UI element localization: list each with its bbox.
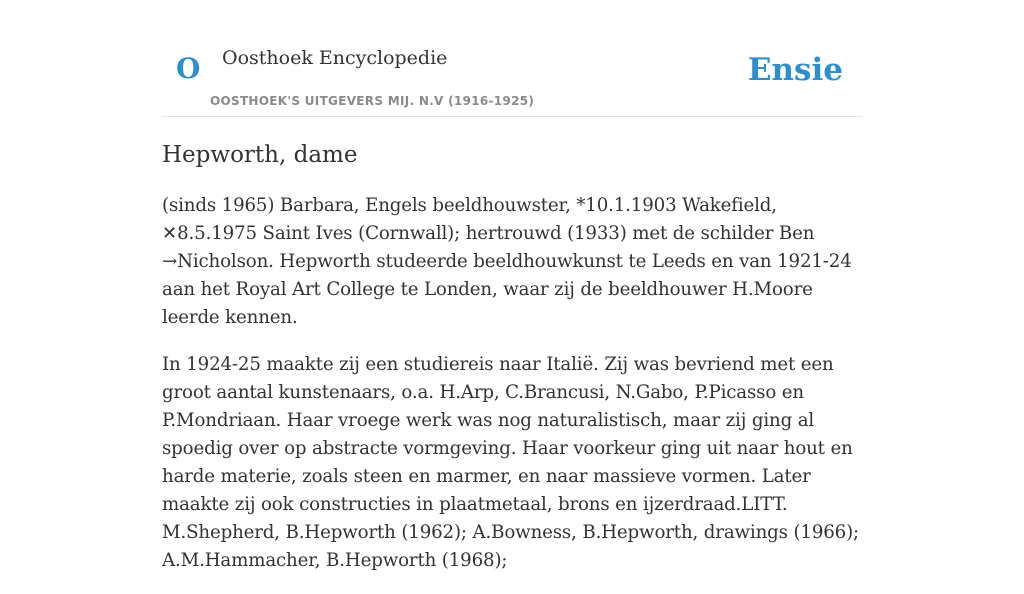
site-title-link[interactable]: Oosthoek Encyclopedie (222, 47, 448, 69)
article-paragraph: In 1924-25 maakte zij een studiereis naar Italië. Zij was bevriend met een groot aantal kunstenaars, o.a. H.Arp, C.Brancusi, N.Gabo, P.Picasso en P.Mondriaan. Haar vroege werk was nog naturalistisch, maar zij ging al spoedig over op abstracte vormgeving. Haar voorkeur ging uit naar hout en harde materie, zoals steen en marmer, en naar massieve vormen. Later maakte zij ook constructies in plaatmetaal, brons en ijzerdraad.LITT. M.Shepherd, B.Hepworth (1962); A.Bowness, B.Hepworth, drawings (1966); A.M.Hammacher, B.Hepworth (1968); (162, 354, 860, 571)
site-header (162, 0, 862, 117)
article-body (162, 192, 872, 594)
article-paragraph: (sinds 1965) Barbara, Engels beeldhouwster, *10.1.1903 Wakefield, ✕8.5.1975 Saint Ives (Cornwall); hertrouwd (1933) met de schilder Ben →Nicholson. Hepworth studeerde beeldhouwkunst te Leeds en van 1921-24 aan het Royal Art College te Londen, waar zij de beeldhouwer H.Moore leerde kennen. (162, 195, 852, 328)
site-logo[interactable]: O (176, 52, 201, 85)
ensie-brand-link[interactable]: Ensie (747, 52, 843, 88)
page (162, 0, 862, 571)
publisher-subtitle: OOSTHOEK'S UITGEVERS MIJ. N.V (1916-1925) (210, 94, 535, 108)
article-title: Hepworth, dame (162, 142, 358, 168)
